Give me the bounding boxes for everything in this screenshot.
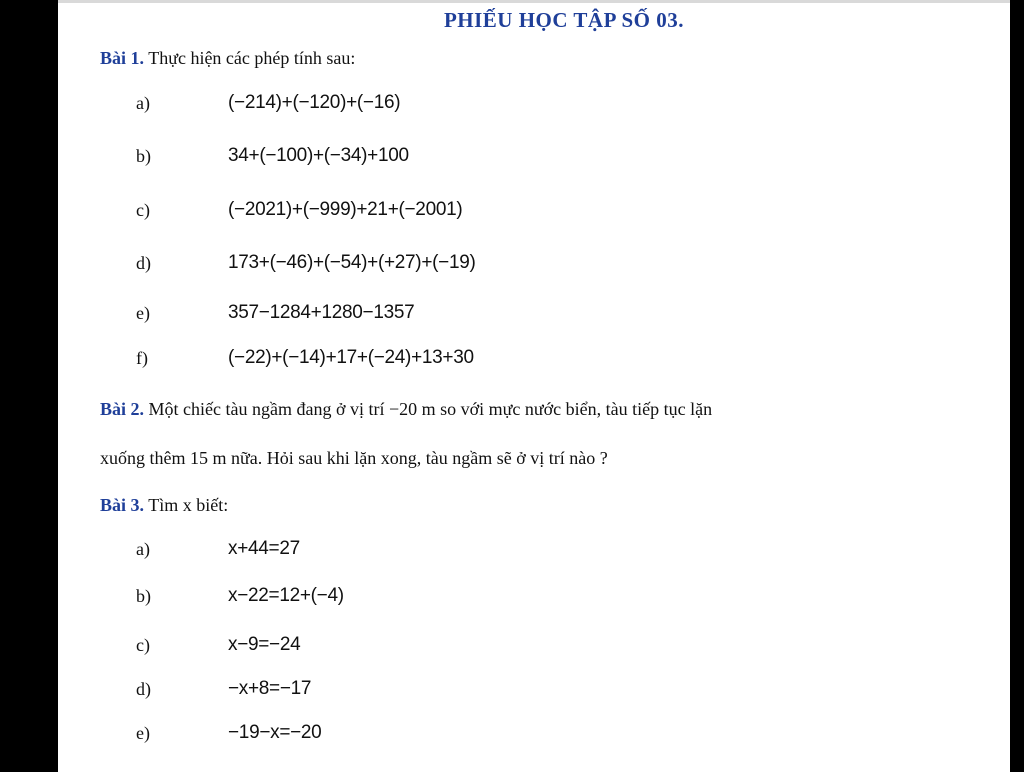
exercise-1-heading xyxy=(100,48,355,69)
exercise-3-heading xyxy=(100,495,228,516)
exercise-3-item-c-equation: x−9=−24 xyxy=(228,634,301,655)
exercise-1-item-d-label: d) xyxy=(136,253,151,273)
exercise-1-item-b-expression: 34+(−100)+(−34)+100 xyxy=(228,145,409,166)
exercise-1-text: Thực hiện các phép tính sau: xyxy=(148,48,356,68)
exercise-1-label: Bài 1. xyxy=(100,48,145,68)
exercise-3-item-d-equation: −x+8=−17 xyxy=(228,678,312,699)
exercise-1-item-a-label: a) xyxy=(136,93,150,113)
exercise-1-item-c-label: c) xyxy=(136,200,150,220)
exercise-1-item-b-label: b) xyxy=(136,146,151,166)
exercise-3-text: Tìm x biết: xyxy=(148,495,229,515)
exercise-3-item-a-equation: x+44=27 xyxy=(228,538,300,559)
exercise-3-item-d-label: d) xyxy=(136,679,151,699)
exercise-1-item-f-expression: (−22)+(−14)+17+(−24)+13+30 xyxy=(228,347,474,368)
exercise-1-item-c-expression: (−2021)+(−999)+21+(−2001) xyxy=(228,199,463,220)
exercise-1-item-e-expression: 357−1284+1280−1357 xyxy=(228,302,415,323)
exercise-1-item-a-expression: (−214)+(−120)+(−16) xyxy=(228,92,401,113)
exercise-2-text-line-1: Một chiếc tàu ngầm đang ở vị trí −20 m so với mực nước biển, tàu tiếp tục lặn xyxy=(148,399,713,419)
exercise-3-item-e-label: e) xyxy=(136,723,150,743)
exercise-2-text-line-2: xuống thêm 15 m nữa. Hỏi sau khi lặn xong, tàu ngầm sẽ ở vị trí nào ? xyxy=(100,448,608,468)
exercise-1-item-d-expression: 173+(−46)+(−54)+(+27)+(−19) xyxy=(228,252,476,273)
exercise-2-line-1 xyxy=(100,399,712,420)
exercise-3-item-b-equation: x−22=12+(−4) xyxy=(228,585,344,606)
exercise-3-item-b-label: b) xyxy=(136,586,151,606)
exercise-1-item-e-label: e) xyxy=(136,303,150,323)
exercise-1-item-f-label: f) xyxy=(136,348,148,368)
worksheet-page xyxy=(58,0,1010,772)
exercise-3-item-e-equation: −19−x=−20 xyxy=(228,722,322,743)
worksheet-title: PHIẾU HỌC TẬP SỐ 03. xyxy=(443,8,685,32)
exercise-3-label: Bài 3. xyxy=(100,495,145,515)
exercise-3-item-c-label: c) xyxy=(136,635,150,655)
exercise-3-item-a-label: a) xyxy=(136,539,150,559)
exercise-2-label: Bài 2. xyxy=(100,399,145,419)
